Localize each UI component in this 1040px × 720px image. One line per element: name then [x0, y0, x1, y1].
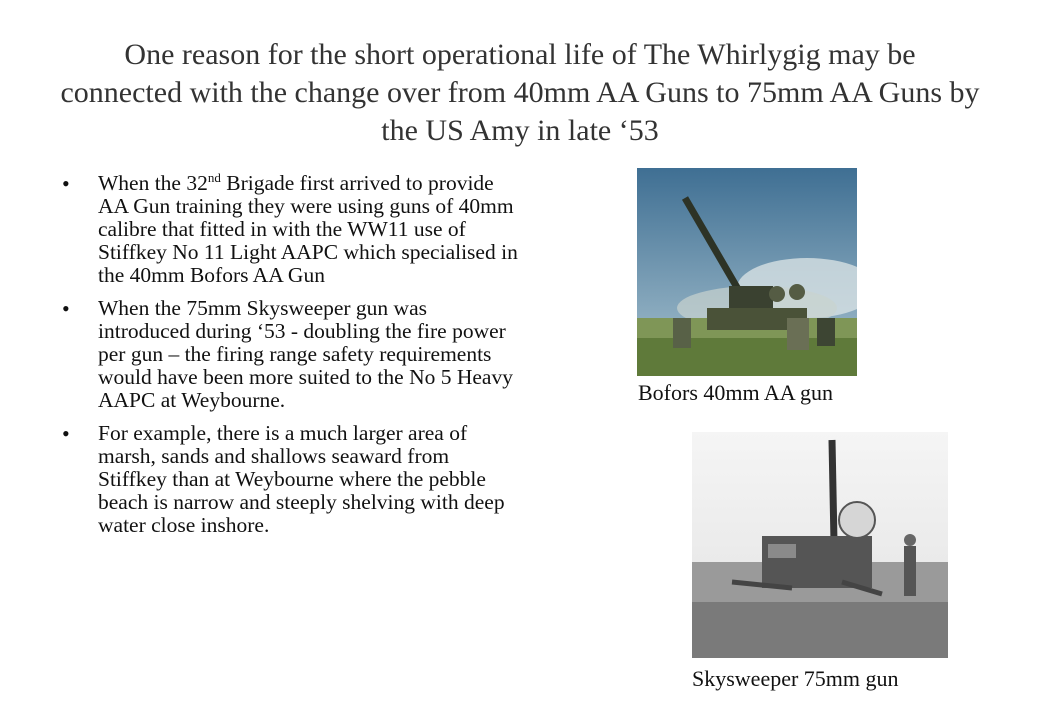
bullet-dot-icon: •	[62, 296, 70, 321]
bullet-1-text-a: When the 32	[98, 171, 208, 195]
bullet-2-text: When the 75mm Skysweeper gun was introduced during ‘53 - doubling the fire power per gun – the firing range safety requirements would have been more suited to the No 5 Heavy AAPC at Weybourne.	[98, 296, 513, 412]
skysweeper-gun-photo	[692, 432, 948, 658]
bullet-1-superscript: nd	[207, 169, 221, 185]
bullet-list	[58, 169, 518, 547]
bullet-item-2	[58, 297, 518, 412]
bofors-caption: Bofors 40mm AA gun	[638, 380, 833, 405]
slide-title: One reason for the short operational life of The Whirlygig may be connected with the change over from 40mm AA Guns to 75mm AA Guns by the US Amy in late ‘53	[60, 38, 980, 147]
bullet-dot-icon: •	[62, 171, 70, 196]
bullet-dot-icon: •	[62, 421, 70, 446]
skysweeper-caption: Skysweeper 75mm gun	[692, 666, 899, 691]
bullet-3-text: For example, there is a much larger area of marsh, sands and shallows seaward from Stiffkey than at Weybourne where the pebble beach is narrow and steeply shelving with deep water close inshore.	[98, 421, 505, 537]
bullet-item-3	[58, 422, 518, 537]
bullet-item-1	[58, 169, 518, 287]
bullet-1-text-b: Brigade first arrived to provide AA Gun training they were using guns of 40mm calibre that fitted in with the WW11 use of Stiffkey No 11 Light AAPC which specialised in the 40mm Bofors AA Gun	[98, 171, 518, 287]
bofors-gun-photo	[637, 168, 857, 376]
